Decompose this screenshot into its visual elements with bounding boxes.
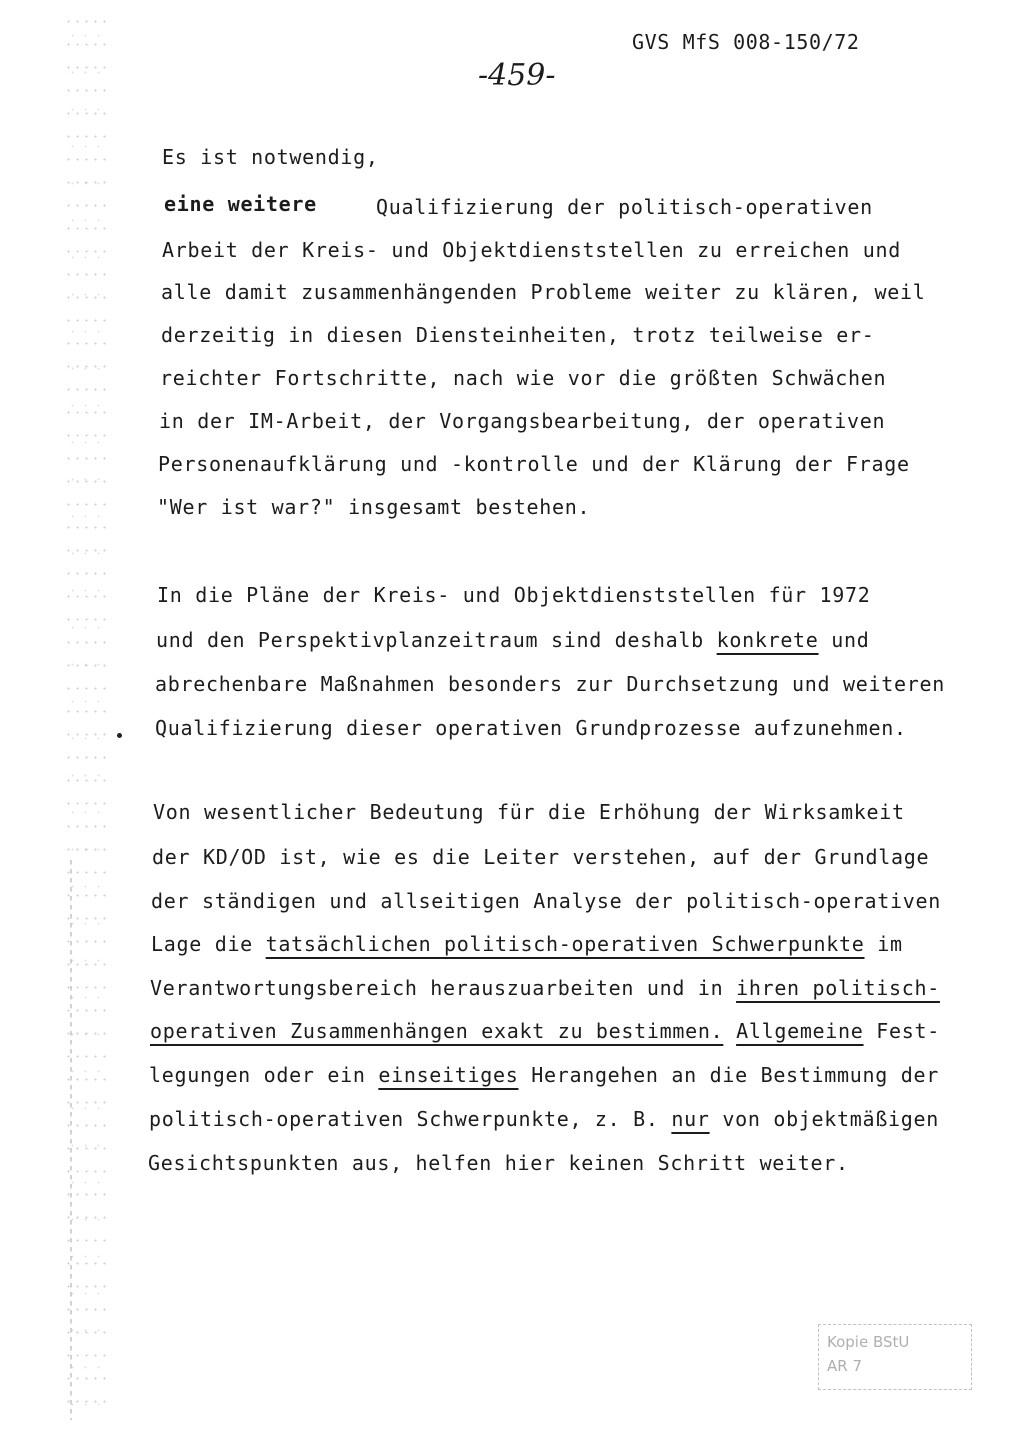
p1-line-5: derzeitig in diesen Diensteinheiten, trotz teilweise er- bbox=[161, 323, 875, 347]
p1-line-7: in der IM-Arbeit, der Vorgangsbearbeitung, der operativen bbox=[159, 409, 886, 433]
p3-line-9: Gesichtspunkten aus, helfen hier keinen Schritt weiter. bbox=[148, 1151, 849, 1175]
p3-line-6-end: Fest- bbox=[863, 1019, 940, 1043]
stamp-line-1: Kopie BStU bbox=[827, 1333, 910, 1351]
p1-line-8: Personenaufklärung und -kontrolle und der Klärung der Frage bbox=[158, 452, 910, 476]
p3-line-3: der ständigen und allseitigen Analyse der politisch-operativen bbox=[151, 889, 941, 913]
underlined-konkrete: konkrete bbox=[716, 628, 819, 652]
p2-line-2-end: und bbox=[818, 628, 870, 652]
p3-line-8-end: von objektmäßigen bbox=[709, 1107, 939, 1131]
underlined-nur: nur bbox=[671, 1107, 710, 1131]
scan-margin-line bbox=[70, 860, 72, 1420]
document-reference: GVS MfS 008-150/72 bbox=[632, 30, 860, 54]
underlined-ihren-politisch: ihren politisch- bbox=[736, 976, 940, 1000]
stamp-line-2: AR 7 bbox=[827, 1357, 862, 1375]
p3-line-7-text: legungen oder ein bbox=[149, 1063, 379, 1087]
p1-line-1: Es ist notwendig, bbox=[162, 145, 379, 169]
p1-line-6: reichter Fortschritte, nach wie vor die größten Schwächen bbox=[160, 366, 887, 390]
p2-line-1: In die Pläne der Kreis- und Objektdienststellen für 1972 bbox=[157, 583, 871, 607]
p2-line-2 bbox=[156, 628, 870, 652]
p3-line-4 bbox=[151, 932, 903, 956]
p3-line-6 bbox=[150, 1019, 940, 1043]
p3-line-4-end: im bbox=[864, 932, 903, 956]
p3-line-8 bbox=[149, 1107, 939, 1131]
page-number: -459- bbox=[478, 58, 556, 93]
p3-line-4-text: Lage die bbox=[151, 932, 266, 956]
p2-line-3: abrechenbare Maßnahmen besonders zur Durchsetzung und weiteren bbox=[155, 672, 945, 696]
p3-line-1: Von wesentlicher Bedeutung für die Erhöhung der Wirksamkeit bbox=[153, 800, 905, 824]
p3-line-6-space bbox=[723, 1019, 736, 1043]
p1-line-4: alle damit zusammenhängenden Probleme weiter zu klären, weil bbox=[161, 280, 926, 304]
p3-line-8-text: politisch-operativen Schwerpunkte, z. B. bbox=[149, 1107, 672, 1131]
p1-line-2-a: eine weitere bbox=[164, 192, 317, 216]
p3-line-2: der KD/OD ist, wie es die Leiter verstehen, auf der Grundlage bbox=[152, 845, 930, 869]
p2-line-4: Qualifizierung dieser operativen Grundprozesse aufzunehmen. bbox=[155, 716, 907, 740]
underlined-allgemeine: Allgemeine bbox=[736, 1019, 864, 1043]
p3-line-5 bbox=[150, 976, 940, 1000]
p3-line-7-end: Herangehen an die Bestimmung der bbox=[518, 1063, 939, 1087]
p2-line-2-text: und den Perspektivplanzeitraum sind deshalb bbox=[156, 628, 717, 652]
underlined-schwerpunkte: tatsächlichen politisch-operativen Schwerpunkte bbox=[265, 932, 865, 956]
scan-margin-specks bbox=[62, 10, 108, 1410]
p1-line-2-b: Qualifizierung der politisch-operativen bbox=[376, 195, 873, 219]
underlined-zusammenhaengen: operativen Zusammenhängen exakt zu bestimmen. bbox=[150, 1019, 724, 1043]
archive-stamp bbox=[818, 1324, 972, 1390]
p3-line-5-text: Verantwortungsbereich herauszuarbeiten und in bbox=[150, 976, 737, 1000]
underlined-einseitiges: einseitiges bbox=[378, 1063, 519, 1087]
p1-line-3: Arbeit der Kreis- und Objektdienststellen zu erreichen und bbox=[162, 238, 901, 262]
p3-line-7 bbox=[149, 1063, 939, 1087]
p1-line-9: "Wer ist war?" insgesamt bestehen. bbox=[157, 495, 591, 519]
margin-dot bbox=[117, 733, 122, 738]
